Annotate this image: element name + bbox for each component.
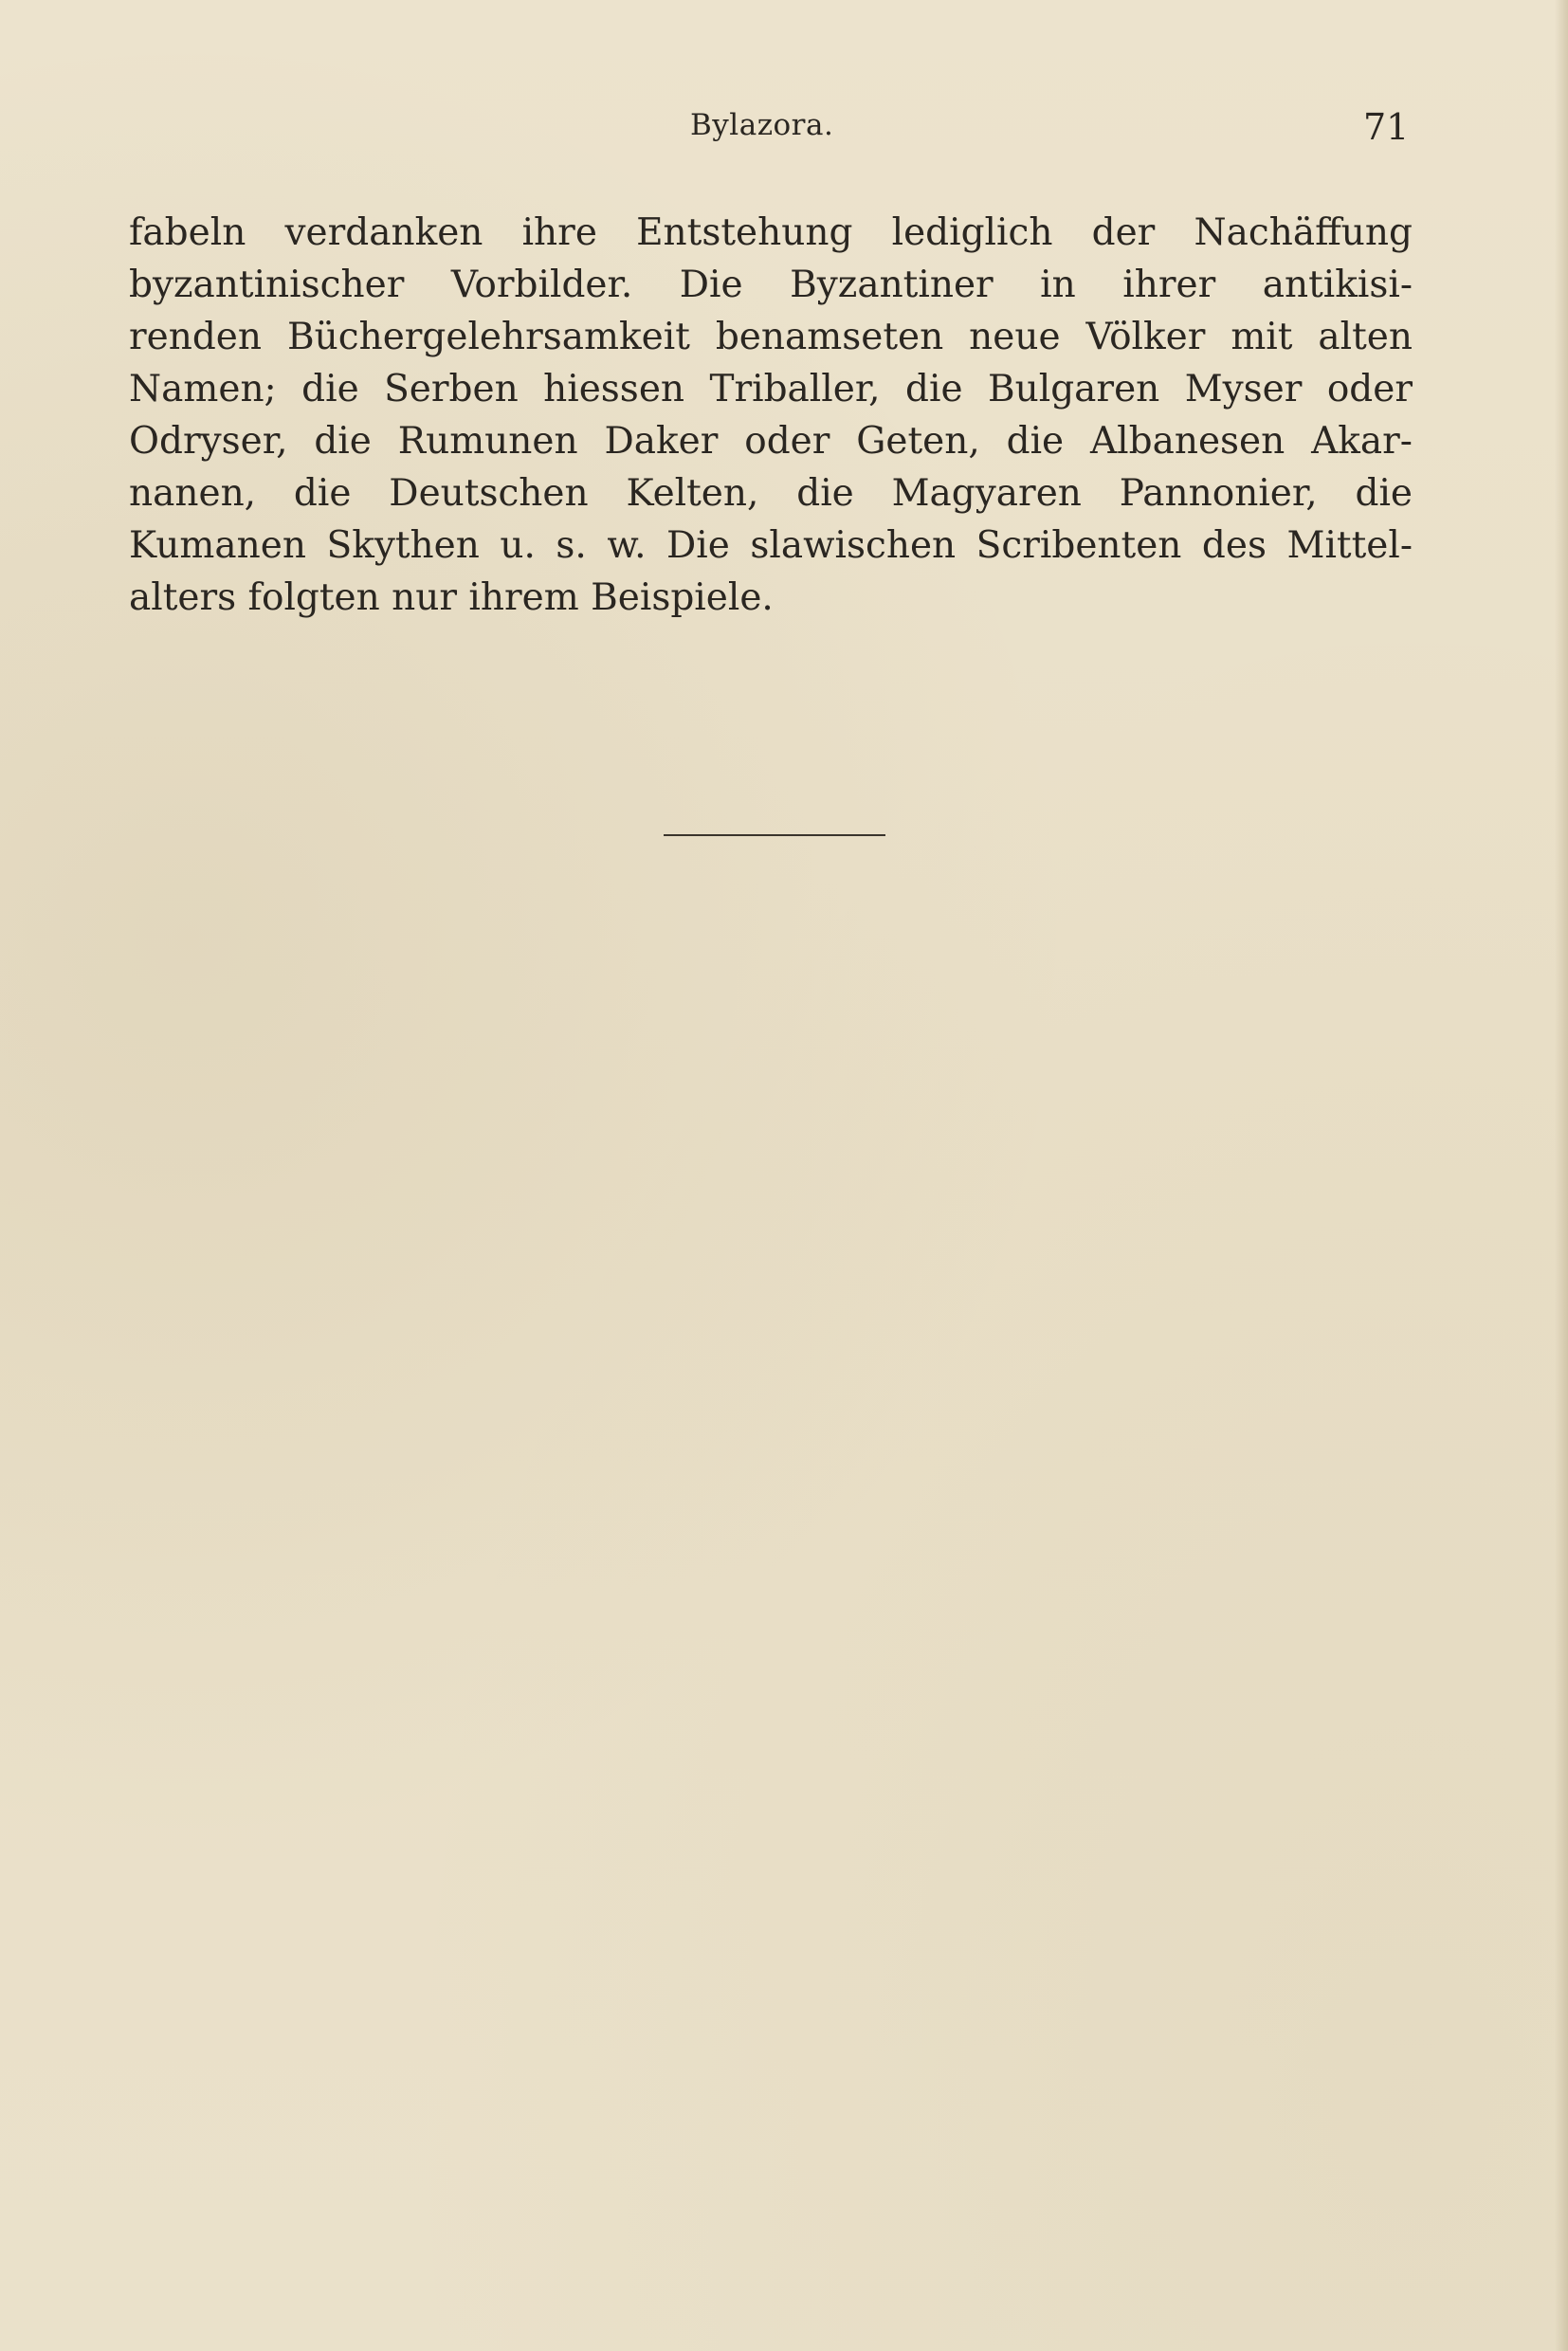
section-end-rule (664, 834, 885, 836)
body-paragraph (129, 207, 1413, 624)
text-line: renden Büchergelehrsamkeit benamseten neue Völker mit alten (129, 316, 1413, 358)
text-line: byzantinischer Vorbilder. Die Byzantiner in ihrer antikisi- (129, 264, 1413, 306)
text-line: nanen, die Deutschen Kelten, die Magyaren Pannonier, die (129, 472, 1413, 515)
text-line: Odryser, die Rumunen Daker oder Geten, die Albanesen Akar- (129, 420, 1413, 463)
text-line: alters folgten nur ihrem Beispiele. (129, 576, 774, 619)
text-line: Namen; die Serben hiessen Triballer, die Bulgaren Myser oder (129, 368, 1413, 410)
text-line: fabeln verdanken ihre Entstehung lediglich der Nachäffung (129, 211, 1413, 254)
running-title: Bylazora. (690, 108, 834, 142)
running-head (0, 106, 1568, 154)
page-edge-shadow (1555, 0, 1568, 2351)
page-number: 71 (1363, 106, 1410, 148)
text-line: Kumanen Skythen u. s. w. Die slawischen Scribenten des Mittel- (129, 524, 1413, 567)
